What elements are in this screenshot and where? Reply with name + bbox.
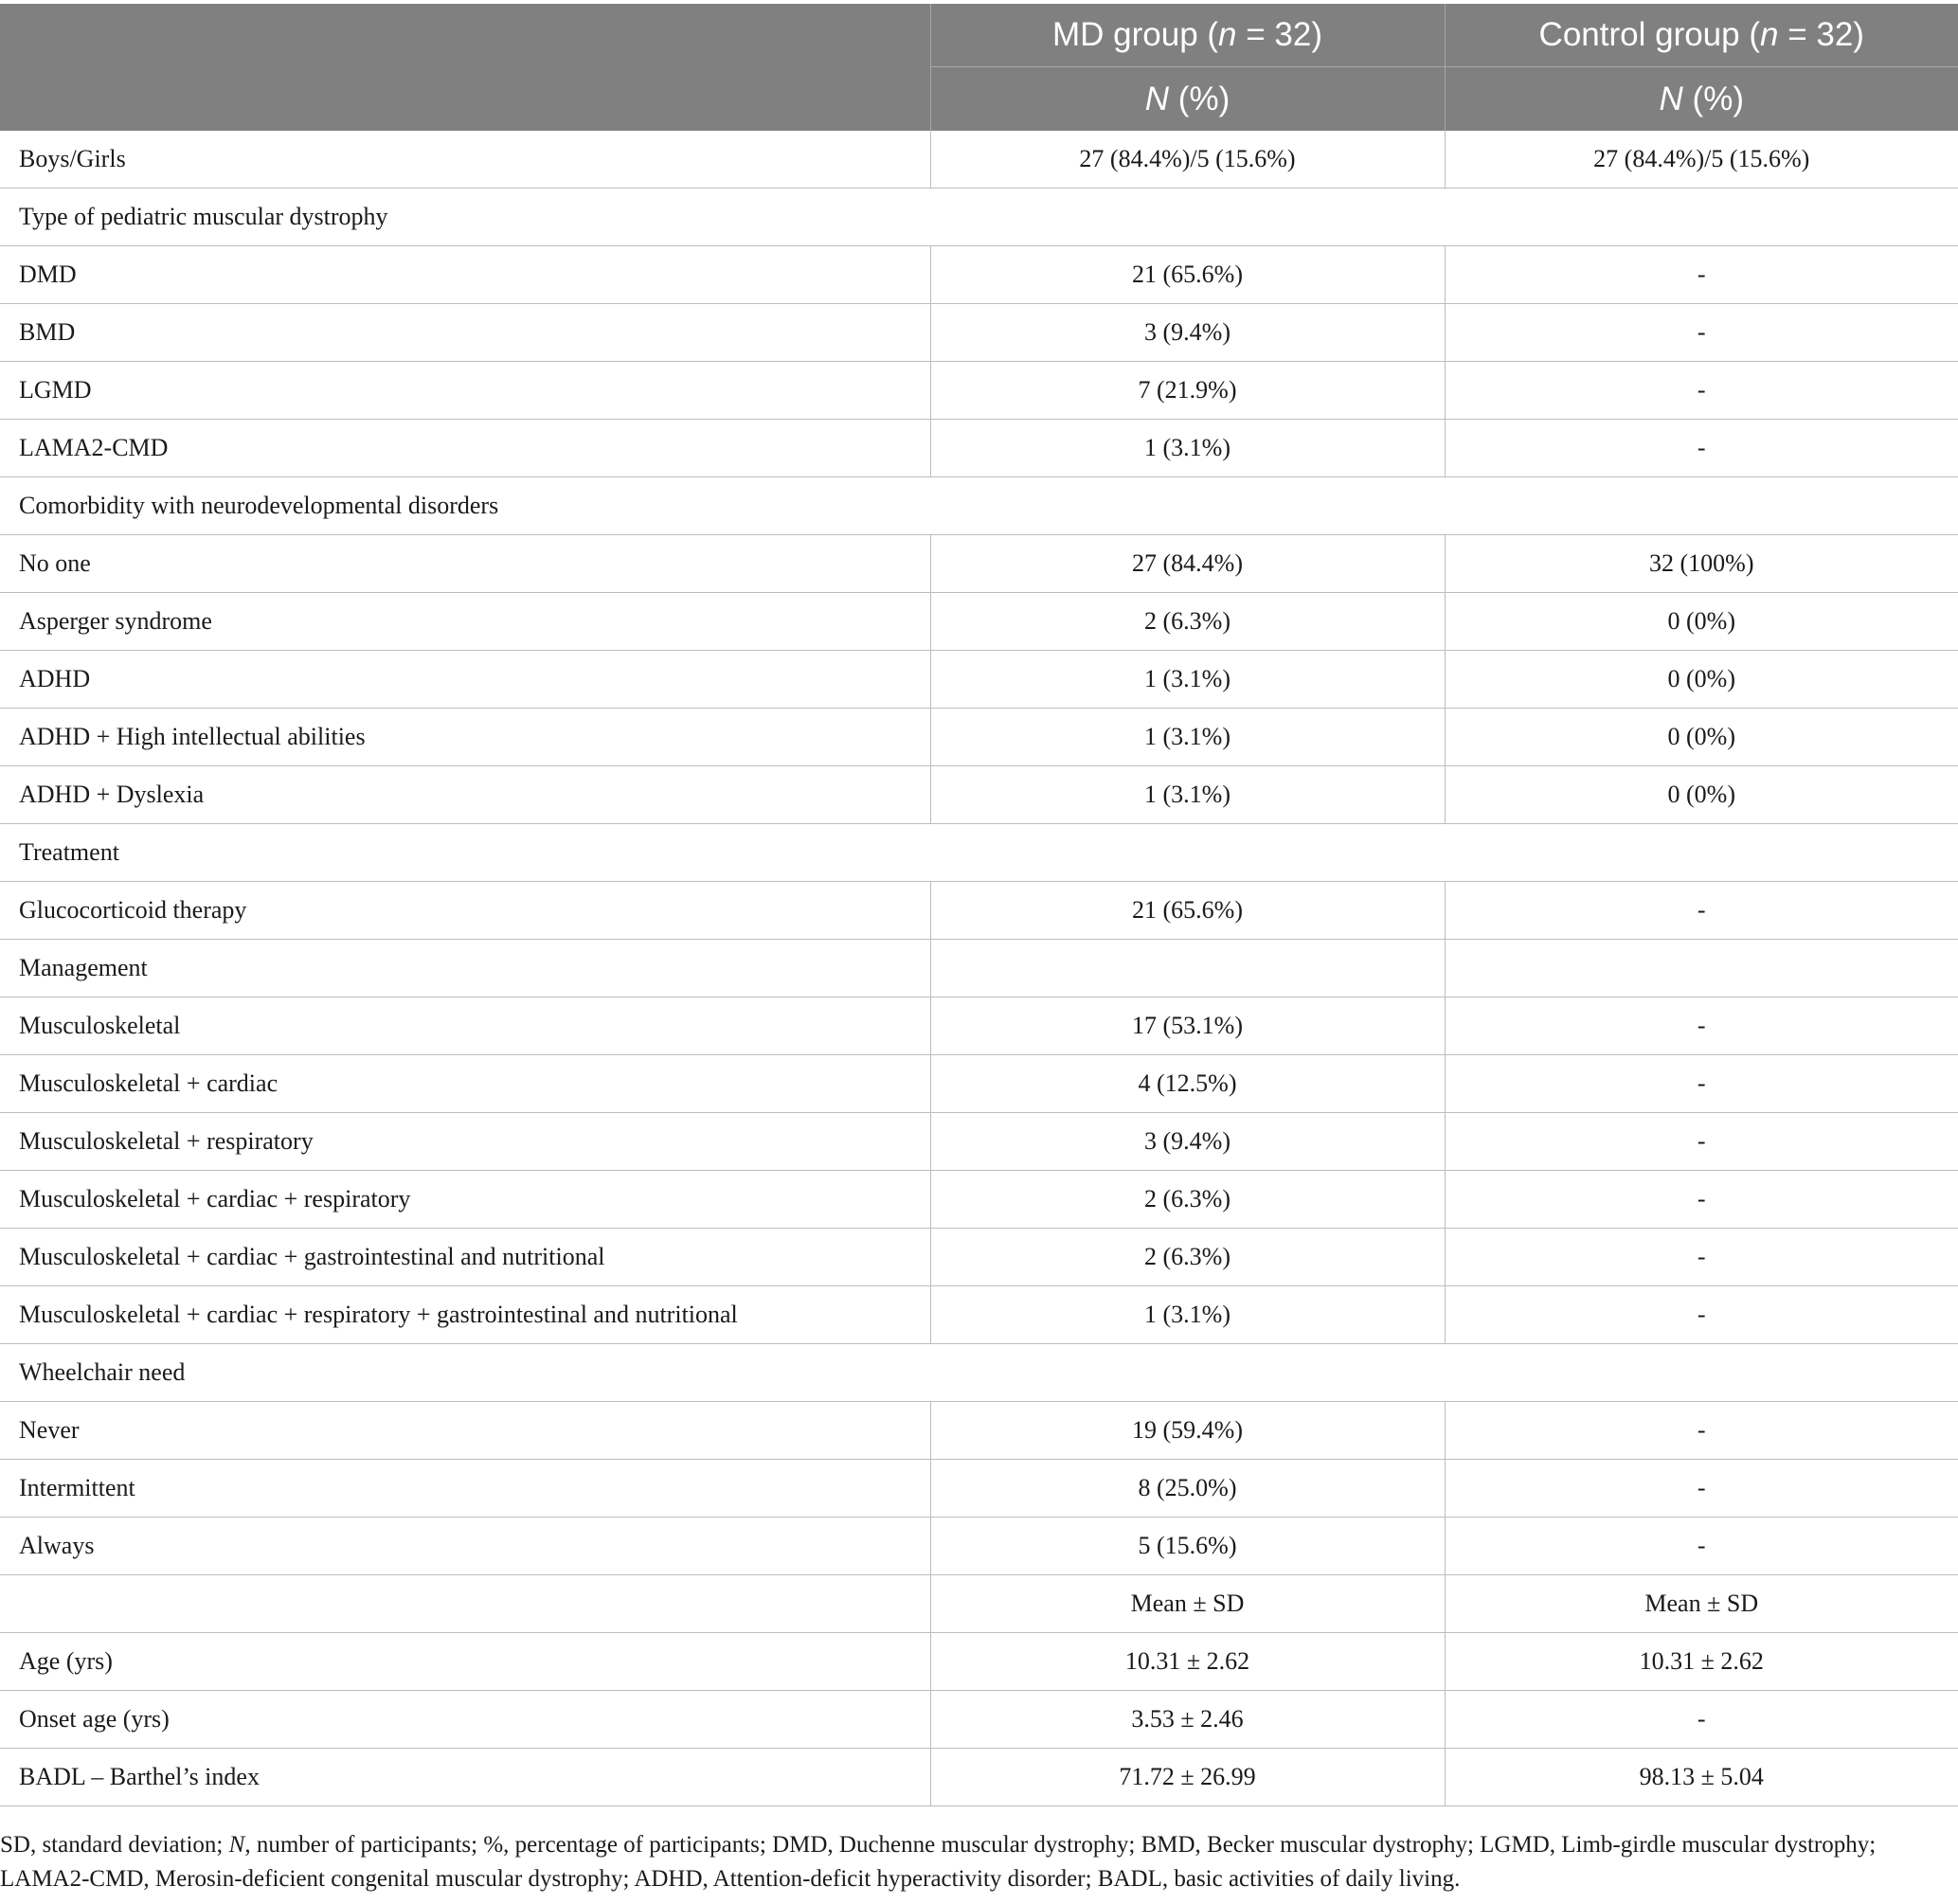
control-group-value: 0 (0%) [1445,709,1958,766]
control-group-value: 98.13 ± 5.04 [1445,1749,1958,1806]
footnote-part-3: , number of participants; %, percentage of participants; DMD, Duchenne muscular dystrophy; BMD, Becker muscular dystrophy; LGMD, Limb-girdle muscular dystrophy; LAMA2-CMD, Merosin-deficient congenital muscular dystrophy; ADHD, Attention-deficit hyperactivity disorder; BADL, basic activities of daily living. [0,1832,1877,1892]
md-group-value: 19 (59.4%) [930,1402,1445,1460]
table-footnote [0,1828,1932,1896]
control-group-value: - [1445,1171,1958,1229]
table-row [0,1518,1958,1575]
row-label: Musculoskeletal + cardiac [0,1055,930,1113]
row-label: Glucocorticoid therapy [0,882,930,940]
row-label: LGMD [0,362,930,420]
header-md-unit [930,67,1445,132]
demographics-table-container [0,4,1958,1806]
header-md-prefix: MD group ( [1051,16,1219,53]
table-row [0,1460,1958,1518]
control-group-value: 32 (100%) [1445,535,1958,593]
table-section-row [0,189,1958,246]
md-group-value: 1 (3.1%) [930,420,1445,477]
table-body [0,131,1958,1806]
md-group-value: 3 (9.4%) [930,1113,1445,1171]
header-control-unit-n: N [1659,80,1683,117]
table-row [0,1749,1958,1806]
table-row [0,593,1958,651]
control-group-value: - [1445,1460,1958,1518]
md-group-value: 21 (65.6%) [930,246,1445,304]
md-group-value: 21 (65.6%) [930,882,1445,940]
md-group-value: 3 (9.4%) [930,304,1445,362]
control-group-value: - [1445,1229,1958,1286]
row-label: ADHD [0,651,930,709]
md-group-value: 27 (84.4%) [930,535,1445,593]
table-row [0,882,1958,940]
table-section-row [0,477,1958,535]
table-row [0,362,1958,420]
header-blank-cell [0,4,930,131]
table-row [0,1691,1958,1749]
md-group-value: 3.53 ± 2.46 [930,1691,1445,1749]
section-label: Comorbidity with neurodevelopmental disorders [0,477,1958,535]
row-label: Boys/Girls [0,131,930,189]
header-control-group [1445,4,1958,67]
row-label: Onset age (yrs) [0,1691,930,1749]
row-label: BMD [0,304,930,362]
row-label: Musculoskeletal + respiratory [0,1113,930,1171]
table-row [0,1171,1958,1229]
row-label: ADHD + High intellectual abilities [0,709,930,766]
control-group-value: - [1445,1691,1958,1749]
table-row [0,1575,1958,1633]
control-group-value: - [1445,1518,1958,1575]
table-row [0,1055,1958,1113]
section-label: Treatment [0,824,1958,882]
md-group-value: 8 (25.0%) [930,1460,1445,1518]
md-group-value [930,940,1445,997]
row-label: Musculoskeletal + cardiac + respiratory + gastrointestinal and nutritional [0,1286,930,1344]
table-row [0,304,1958,362]
md-group-value: 71.72 ± 26.99 [930,1749,1445,1806]
control-group-value: Mean ± SD [1445,1575,1958,1633]
table-row [0,997,1958,1055]
control-group-value: - [1445,362,1958,420]
md-group-value: 2 (6.3%) [930,1171,1445,1229]
control-group-value: 0 (0%) [1445,766,1958,824]
control-group-value: 10.31 ± 2.62 [1445,1633,1958,1691]
table-section-row [0,824,1958,882]
row-label: Intermittent [0,1460,930,1518]
row-label [0,1575,930,1633]
row-label: Musculoskeletal + cardiac + gastrointestinal and nutritional [0,1229,930,1286]
table-row [0,420,1958,477]
row-label: Musculoskeletal + cardiac + respiratory [0,1171,930,1229]
table-row [0,940,1958,997]
table-row [0,1113,1958,1171]
md-group-value: 2 (6.3%) [930,1229,1445,1286]
row-label: Age (yrs) [0,1633,930,1691]
md-group-value: 1 (3.1%) [930,766,1445,824]
table-row [0,1229,1958,1286]
header-control-unit [1445,67,1958,132]
footnote-part-2: N [228,1832,245,1858]
header-md-unit-pct: (%) [1169,80,1230,117]
row-label: Management [0,940,930,997]
md-group-value: 2 (6.3%) [930,593,1445,651]
control-group-value: - [1445,304,1958,362]
md-group-value: Mean ± SD [930,1575,1445,1633]
table-row [0,1633,1958,1691]
table-row [0,1286,1958,1344]
table-section-row [0,1344,1958,1402]
row-label: DMD [0,246,930,304]
control-group-value: - [1445,420,1958,477]
table-row [0,131,1958,189]
table-row [0,1402,1958,1460]
control-group-value: 0 (0%) [1445,593,1958,651]
md-group-value: 1 (3.1%) [930,1286,1445,1344]
control-group-value: 0 (0%) [1445,651,1958,709]
md-group-value: 17 (53.1%) [930,997,1445,1055]
table-row [0,535,1958,593]
row-label: Asperger syndrome [0,593,930,651]
control-group-value: 27 (84.4%)/5 (15.6%) [1445,131,1958,189]
md-group-value: 27 (84.4%)/5 (15.6%) [930,131,1445,189]
header-row-groups [0,4,1958,67]
header-control-prefix: Control group ( [1538,16,1760,53]
control-group-value: - [1445,997,1958,1055]
section-label: Type of pediatric muscular dystrophy [0,189,1958,246]
table-row [0,766,1958,824]
control-group-value: - [1445,246,1958,304]
md-group-value: 10.31 ± 2.62 [930,1633,1445,1691]
row-label: ADHD + Dyslexia [0,766,930,824]
row-label: BADL – Barthel’s index [0,1749,930,1806]
table-header [0,4,1958,131]
row-label: Always [0,1518,930,1575]
section-label: Wheelchair need [0,1344,1958,1402]
table-row [0,246,1958,304]
header-control-suffix: = 32) [1778,16,1864,53]
footnote-part-1: SD, standard deviation; [0,1832,229,1858]
control-group-value: - [1445,1286,1958,1344]
header-control-n: n [1760,16,1779,53]
header-control-unit-pct: (%) [1682,80,1744,117]
md-group-value: 5 (15.6%) [930,1518,1445,1575]
control-group-value: - [1445,1113,1958,1171]
header-md-suffix: = 32) [1236,16,1322,53]
md-group-value: 7 (21.9%) [930,362,1445,420]
control-group-value: - [1445,882,1958,940]
header-md-unit-n: N [1144,80,1170,117]
table-row [0,709,1958,766]
control-group-value [1445,940,1958,997]
md-group-value: 1 (3.1%) [930,709,1445,766]
header-md-n: n [1218,16,1237,53]
demographics-table [0,4,1958,1806]
control-group-value: - [1445,1402,1958,1460]
table-row [0,651,1958,709]
md-group-value: 4 (12.5%) [930,1055,1445,1113]
row-label: LAMA2-CMD [0,420,930,477]
md-group-value: 1 (3.1%) [930,651,1445,709]
row-label: Musculoskeletal [0,997,930,1055]
row-label: No one [0,535,930,593]
control-group-value: - [1445,1055,1958,1113]
row-label: Never [0,1402,930,1460]
header-md-group [930,4,1445,67]
